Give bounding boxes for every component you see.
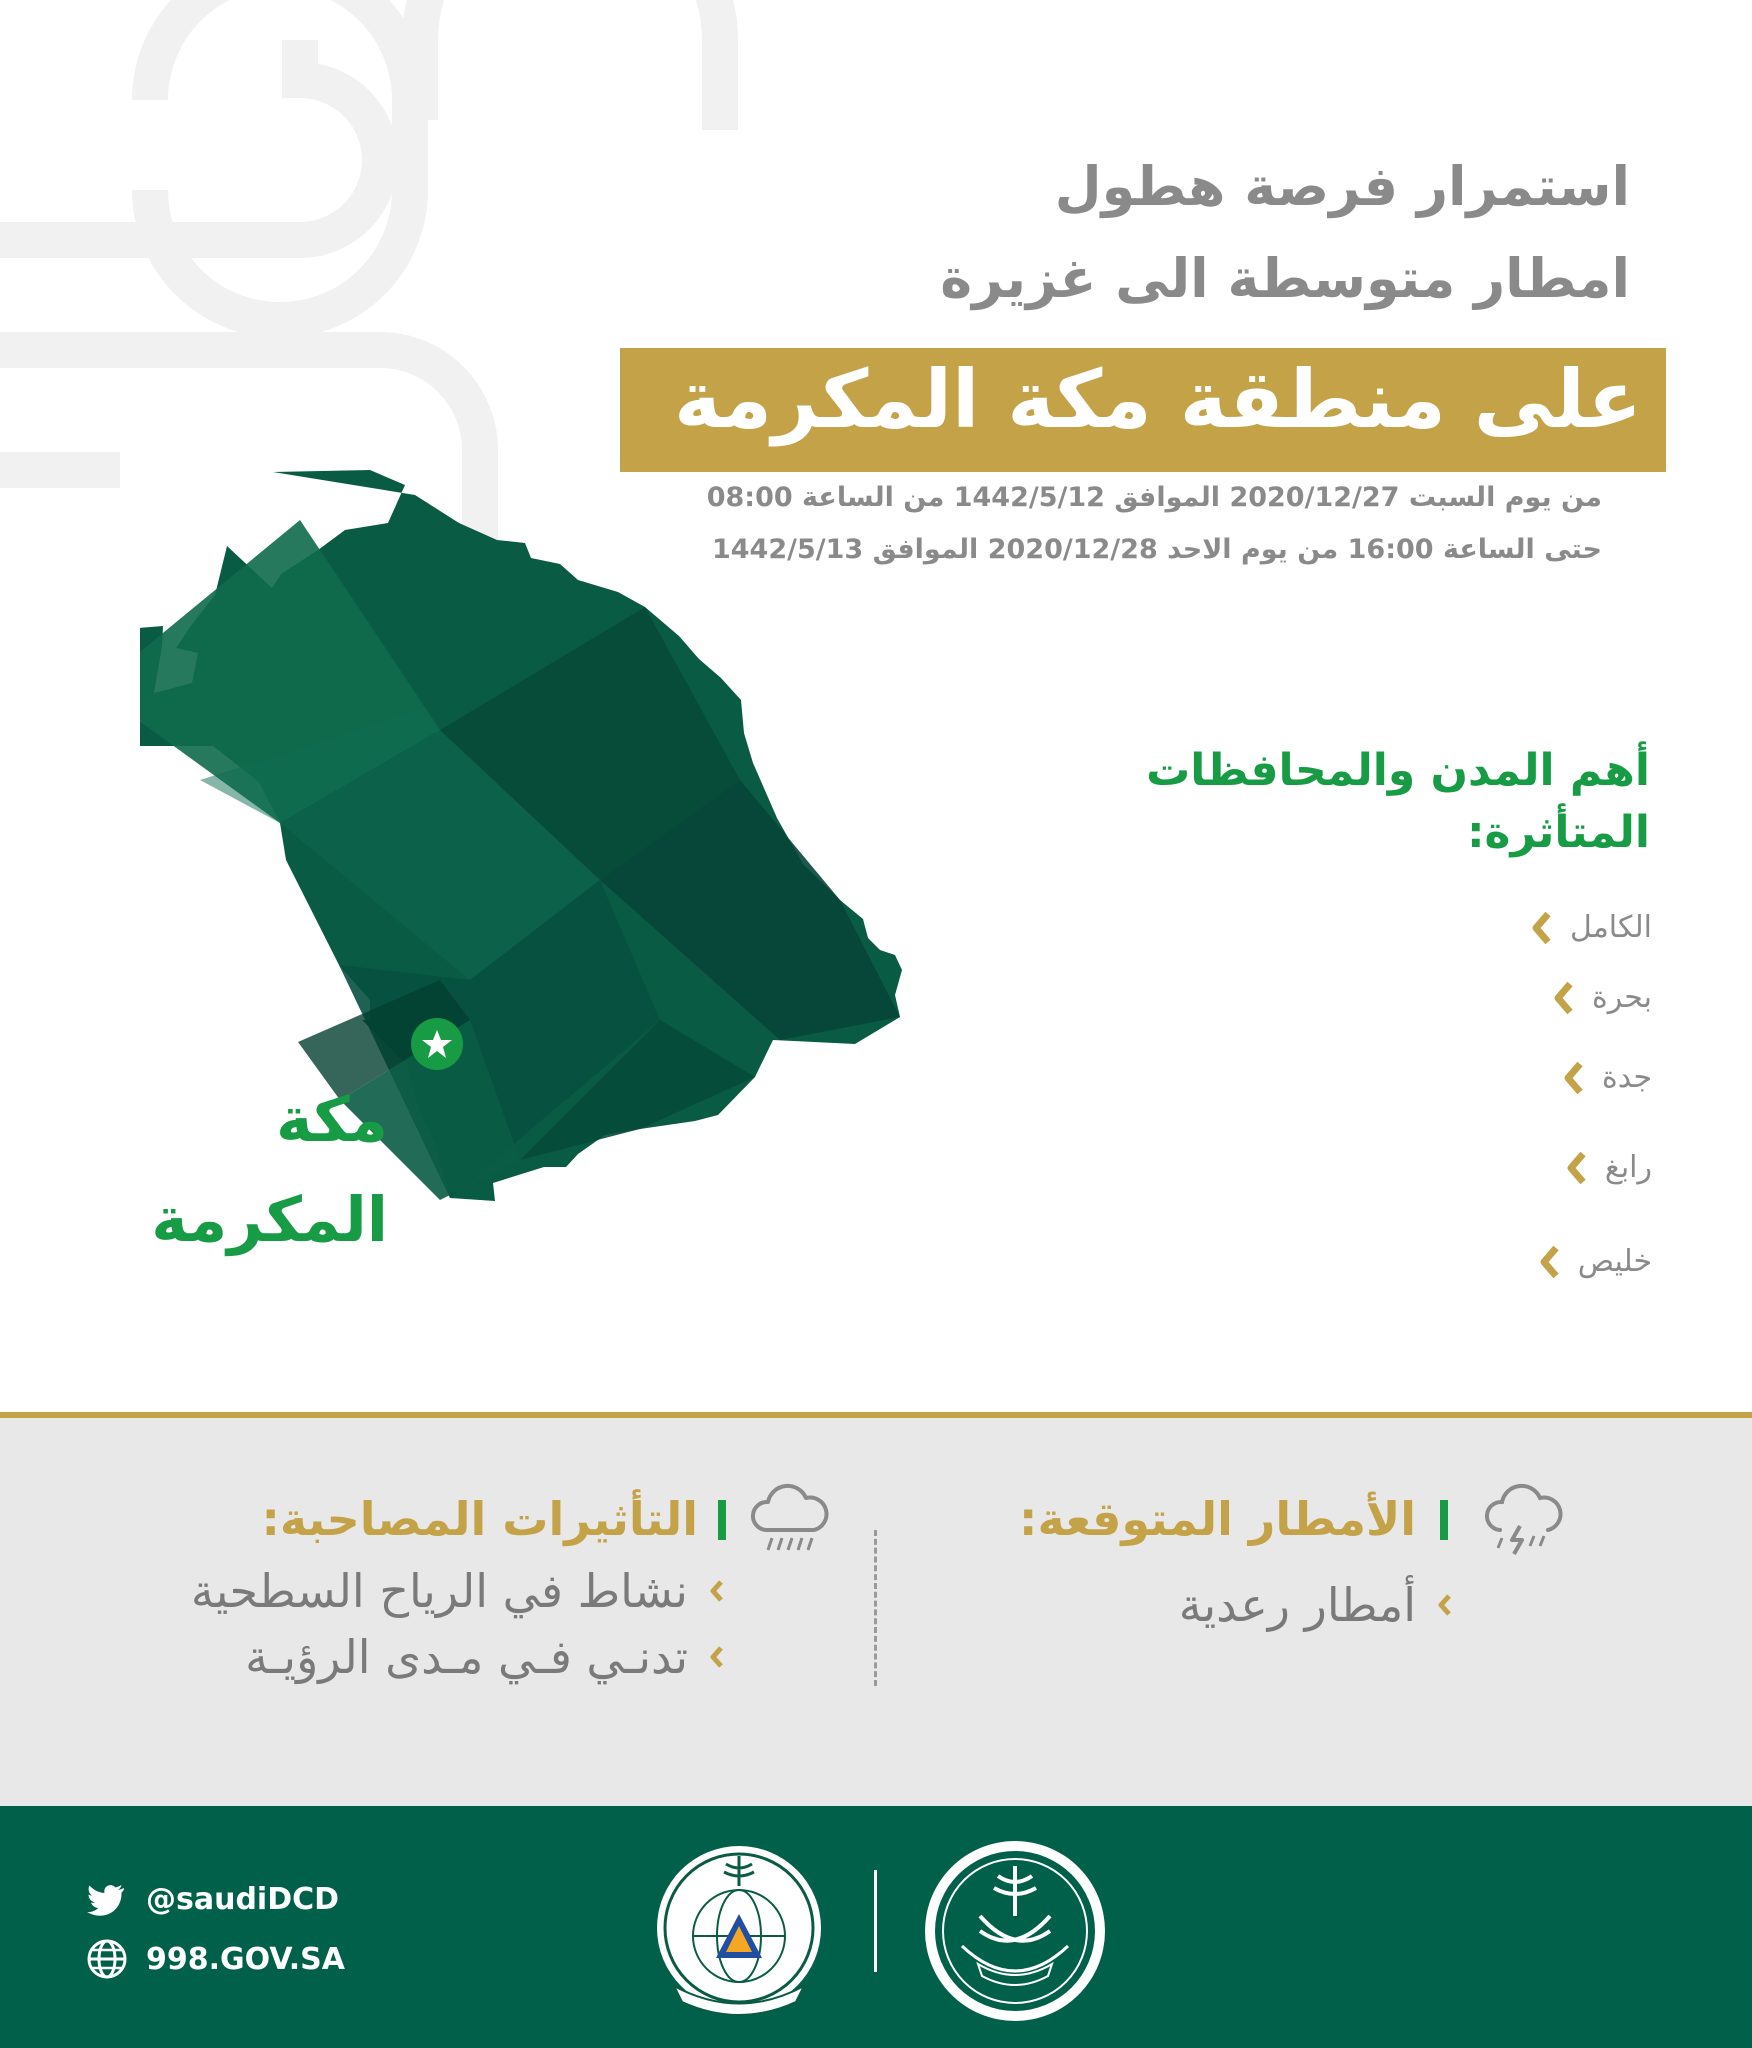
ministry-of-interior-emblem-icon (920, 1836, 1110, 2026)
mecca-map-label (128, 1070, 388, 1270)
region-title: على منطقة مكة المكرمة (673, 353, 1642, 446)
twitter-handle: @saudiDCD (146, 1881, 340, 1917)
mecca-label-line-1: مكة (275, 1083, 388, 1156)
expected-rain-item (1178, 1578, 1452, 1632)
period-end: حتى الساعة 16:00 من يوم الاحد 2020/12/28 الموافق 1442/5/13 (711, 534, 1602, 565)
website-link[interactable] (86, 1938, 345, 1980)
mecca-marker-icon (411, 1018, 463, 1070)
panel-top-rule (0, 1412, 1752, 1418)
section-marker (1440, 1500, 1448, 1540)
city-item-jeddah (1564, 1060, 1652, 1096)
affected-heading-line-1: أهم المدن والمحافظات (1146, 745, 1650, 796)
mecca-label-line-2: المكرمة (151, 1183, 388, 1256)
chevron-left-icon (710, 1579, 724, 1603)
city-label: خليص (1577, 1244, 1652, 1279)
chevron-left-icon (1567, 1150, 1587, 1186)
city-label: الكامل (1570, 910, 1652, 945)
affected-cities-heading (1146, 740, 1650, 864)
chevron-left-icon (1532, 910, 1552, 946)
effects-title: التأثيرات المصاحبة: (261, 1492, 698, 1546)
thunderstorm-cloud-icon (1482, 1478, 1564, 1560)
period-start: من يوم السبت 2020/12/27 الموافق 1442/5/12 من الساعة 08:00 (706, 482, 1602, 513)
section-marker (718, 1500, 726, 1540)
panel-divider (874, 1530, 877, 1686)
chevron-left-icon (710, 1645, 724, 1669)
city-item-alkamel (1532, 910, 1652, 946)
rain-cloud-icon (748, 1478, 830, 1560)
chevron-left-icon (1564, 1060, 1584, 1096)
headline-line-2: امطار متوسطة الى غزيرة (940, 247, 1630, 310)
headline-line-1: استمرار فرصة هطول (1054, 155, 1630, 218)
twitter-link[interactable] (86, 1878, 339, 1920)
effects-item (190, 1564, 724, 1618)
city-label: بحرة (1592, 980, 1652, 1015)
effects-text: تدنـي فـي مـدى الرؤيـة (245, 1630, 688, 1684)
twitter-icon (86, 1878, 128, 1920)
chevron-left-icon (1438, 1593, 1452, 1617)
website-url: 998.GOV.SA (146, 1941, 345, 1977)
chevron-left-icon (1554, 980, 1574, 1016)
effects-text: نشاط في الرياح السطحية (190, 1564, 688, 1618)
city-item-rabigh (1567, 1150, 1652, 1186)
city-item-bahrah (1554, 980, 1652, 1016)
expected-rain-text: أمطار رعدية (1178, 1578, 1416, 1632)
expected-rain-title: الأمطار المتوقعة: (1019, 1492, 1416, 1546)
globe-icon (86, 1938, 128, 1980)
civil-defense-emblem-icon (644, 1836, 834, 2026)
affected-heading-line-2: المتأثرة: (1466, 807, 1650, 858)
city-item-khulais (1540, 1244, 1652, 1280)
city-label: رابغ (1604, 1150, 1652, 1185)
chevron-left-icon (1540, 1244, 1560, 1280)
effects-item (245, 1630, 724, 1684)
city-label: جدة (1601, 1060, 1652, 1095)
footer-divider (874, 1870, 877, 1972)
